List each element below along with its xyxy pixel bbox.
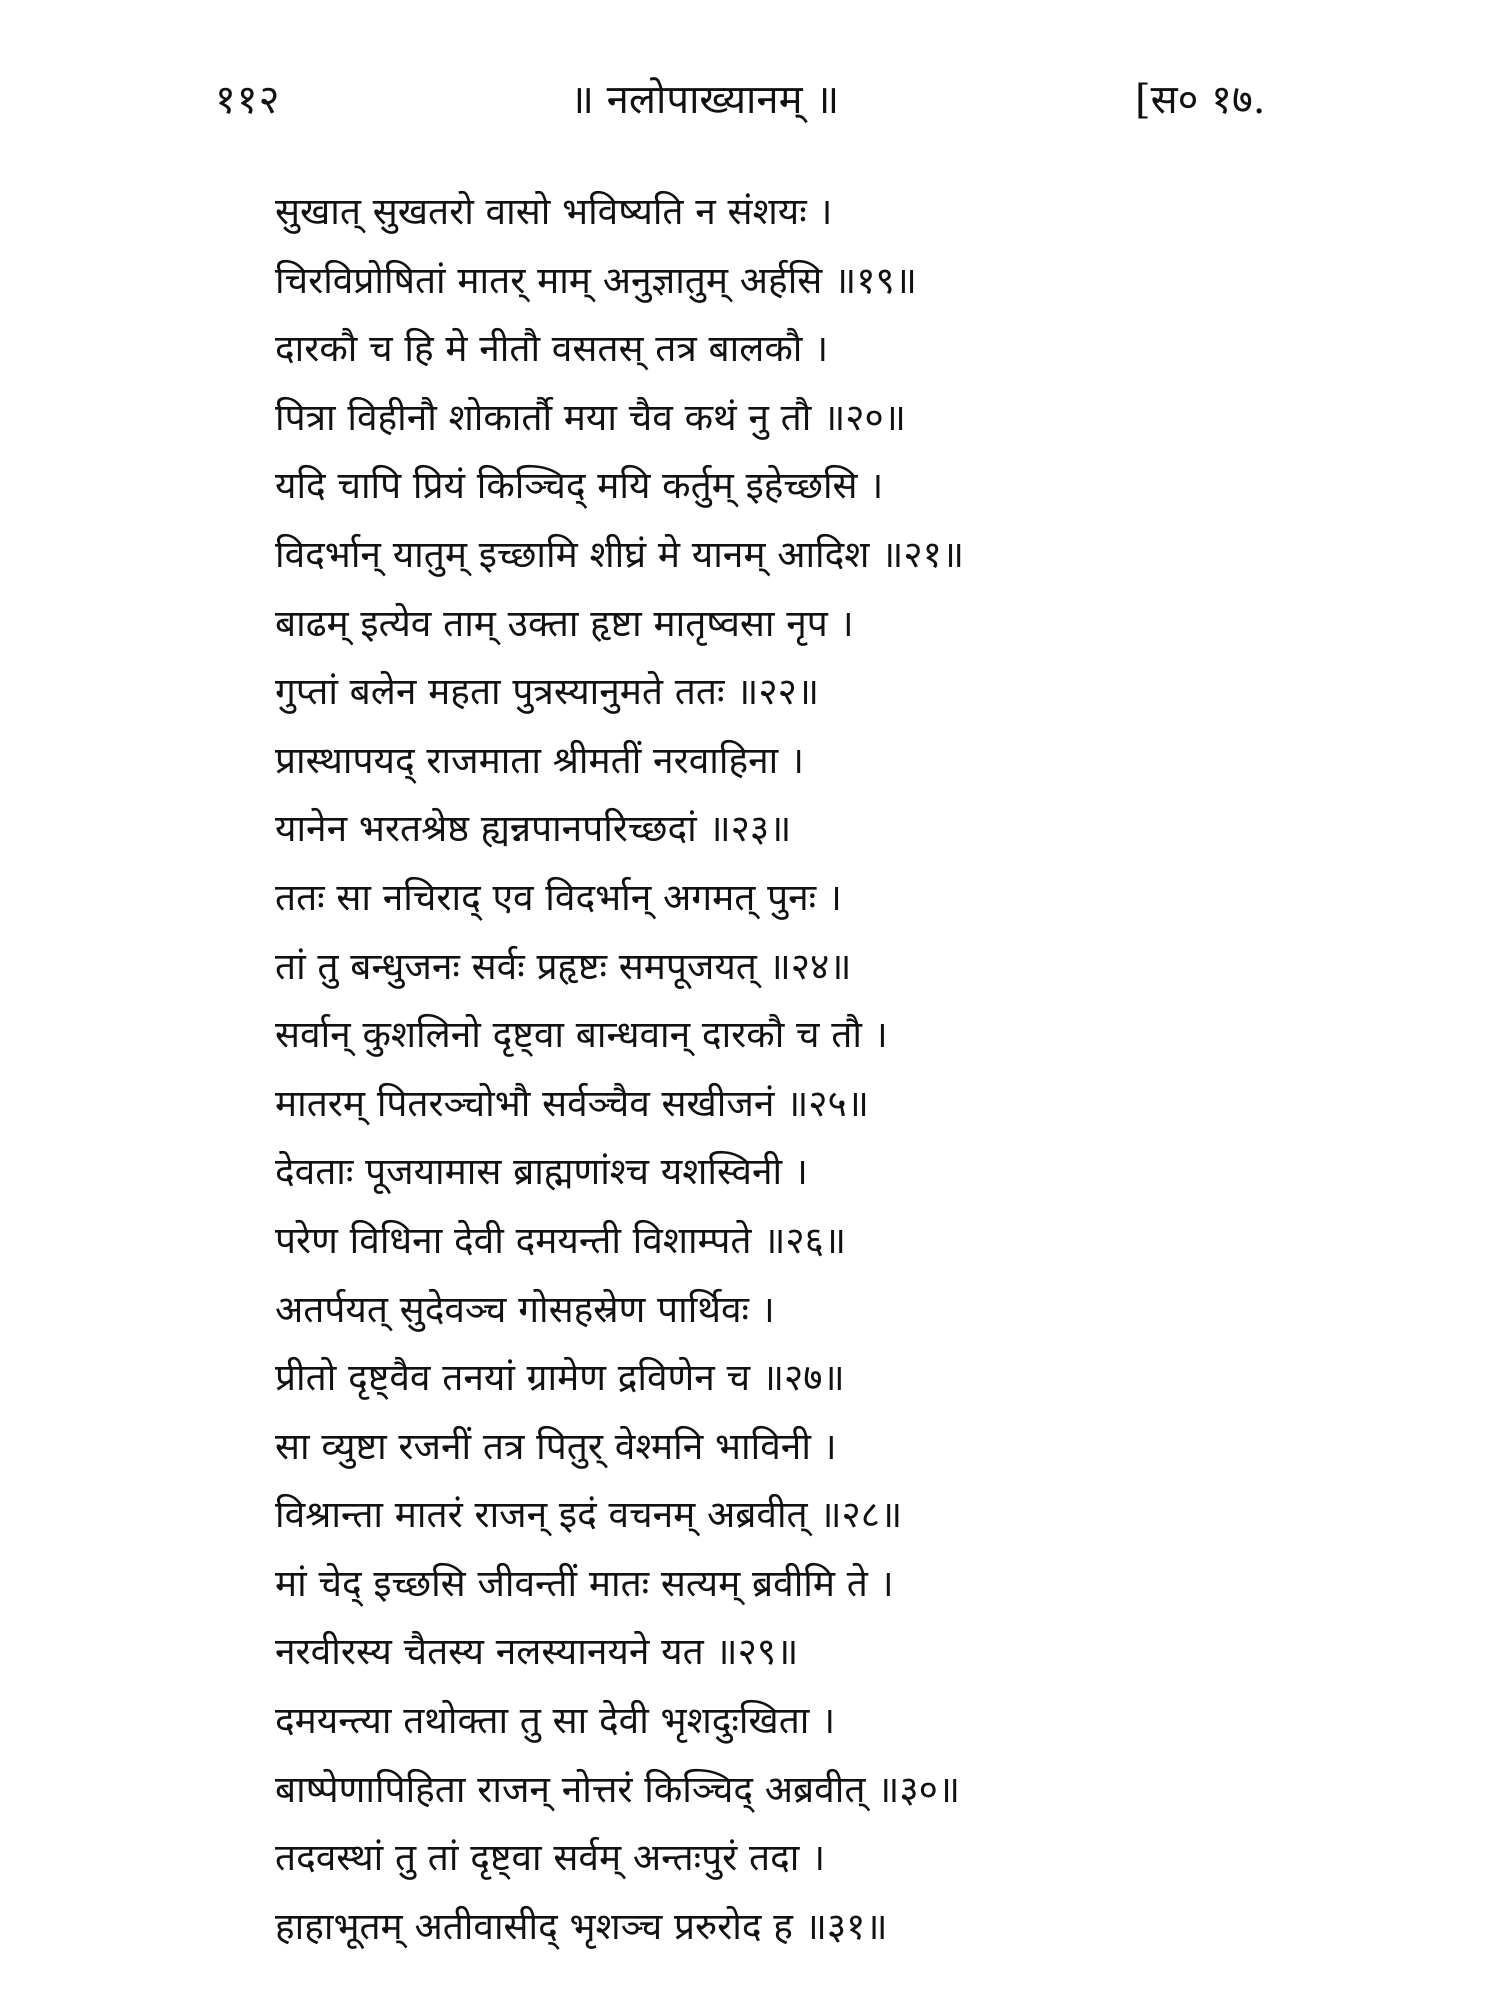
- verse-line: दारकौ च हि मे नीतौ वसतस् तत्र बालकौ ।: [275, 327, 829, 371]
- verse-line: परेण विधिना देवी दमयन्ती विशाम्पते ॥२६॥: [275, 1218, 847, 1262]
- section-marker: [स० १७.: [1135, 77, 1266, 123]
- verse-line: हाहाभूतम् अतीवासीद् भृशञ्च प्ररुरोद ह ॥३१॥: [275, 1904, 888, 1948]
- verse-line: देवताः पूजयामास ब्राह्मणांश्च यशस्विनी ।: [275, 1150, 808, 1194]
- verse-block: [275, 178, 1275, 1961]
- verse-line: अतर्पयत् सुदेवञ्च गोसहस्रेण पार्थिवः ।: [275, 1287, 775, 1331]
- verse-line: सर्वान् कुशलिनो दृष्ट्वा बान्धवान् दारकौ च तौ ।: [275, 1013, 888, 1057]
- verse-line: मातरम् पितरञ्चोभौ सर्वञ्चैव सखीजनं ॥२५॥: [275, 1081, 869, 1125]
- verse-line: गुप्तां बलेन महता पुत्रस्यानुमते ततः ॥२२॥: [275, 670, 819, 714]
- verse-line: तां तु बन्धुजनः सर्वः प्रहृष्टः समपूजयत् ॥२४॥: [275, 944, 852, 988]
- verse-line: विदर्भान् यातुम् इच्छामि शीघ्रं मे यानम् आदिश ॥२१॥: [275, 532, 964, 576]
- verse-line: सा व्युष्टा रजनीं तत्र पितुर् वेश्मनि भाविनी ।: [275, 1424, 837, 1468]
- verse-line: दमयन्त्या तथोक्ता तु सा देवी भृशदुःखिता ।: [275, 1699, 836, 1743]
- page-number: ११२: [215, 77, 281, 123]
- verse-line: बाढम् इत्येव ताम् उक्ता हृष्टा मातृष्वसा नृप ।: [275, 601, 854, 645]
- verse-line: बाष्पेणापिहिता राजन् नोत्तरं किञ्चिद् अब्रवीत् ॥३०॥: [275, 1767, 960, 1811]
- verse-line: मां चेद् इच्छसि जीवन्तीं मातः सत्यम् ब्रवीमि ते ।: [275, 1561, 894, 1605]
- verse-line: विश्रान्ता मातरं राजन् इदं वचनम् अब्रवीत् ॥२८॥: [275, 1493, 903, 1537]
- verse-line: यानेन भरतश्रेष्ठ ह्यन्नपानपरिच्छदां ॥२३॥: [275, 807, 792, 851]
- page-header: [0, 70, 1500, 130]
- verse-line: सुखात् सुखतरो वासो भविष्यति न संशयः ।: [275, 190, 833, 233]
- verse-line: तदवस्थां तु तां दृष्ट्वा सर्वम् अन्तःपुरं तदा ।: [275, 1836, 826, 1880]
- verse-line: पित्रा विहीनौ शोकार्तौ मया चैव कथं नु तौ ॥२०॥: [275, 395, 906, 439]
- verse-line: ततः सा नचिराद् एव विदर्भान् अगमत् पुनः ।: [275, 875, 842, 919]
- verse-line: नरवीरस्य चैतस्य नलस्यानयने यत ॥२९॥: [275, 1630, 799, 1674]
- verse-line: यदि चापि प्रियं किञ्चिद् मयि कर्तुम् इहेच्छसि ।: [275, 464, 884, 508]
- verse-line: चिरविप्रोषितां मातर् माम् अनुज्ञातुम् अर्हसि ॥१९॥: [275, 258, 917, 302]
- verse-line: प्रास्थापयद् राजमाता श्रीमतीं नरवाहिना ।: [275, 738, 805, 782]
- running-title: ॥ नलोपाख्यानम् ॥: [570, 77, 840, 123]
- verse-line: प्रीतो दृष्ट्वैव तनयां ग्रामेण द्रविणेन च ॥२७॥: [275, 1356, 845, 1400]
